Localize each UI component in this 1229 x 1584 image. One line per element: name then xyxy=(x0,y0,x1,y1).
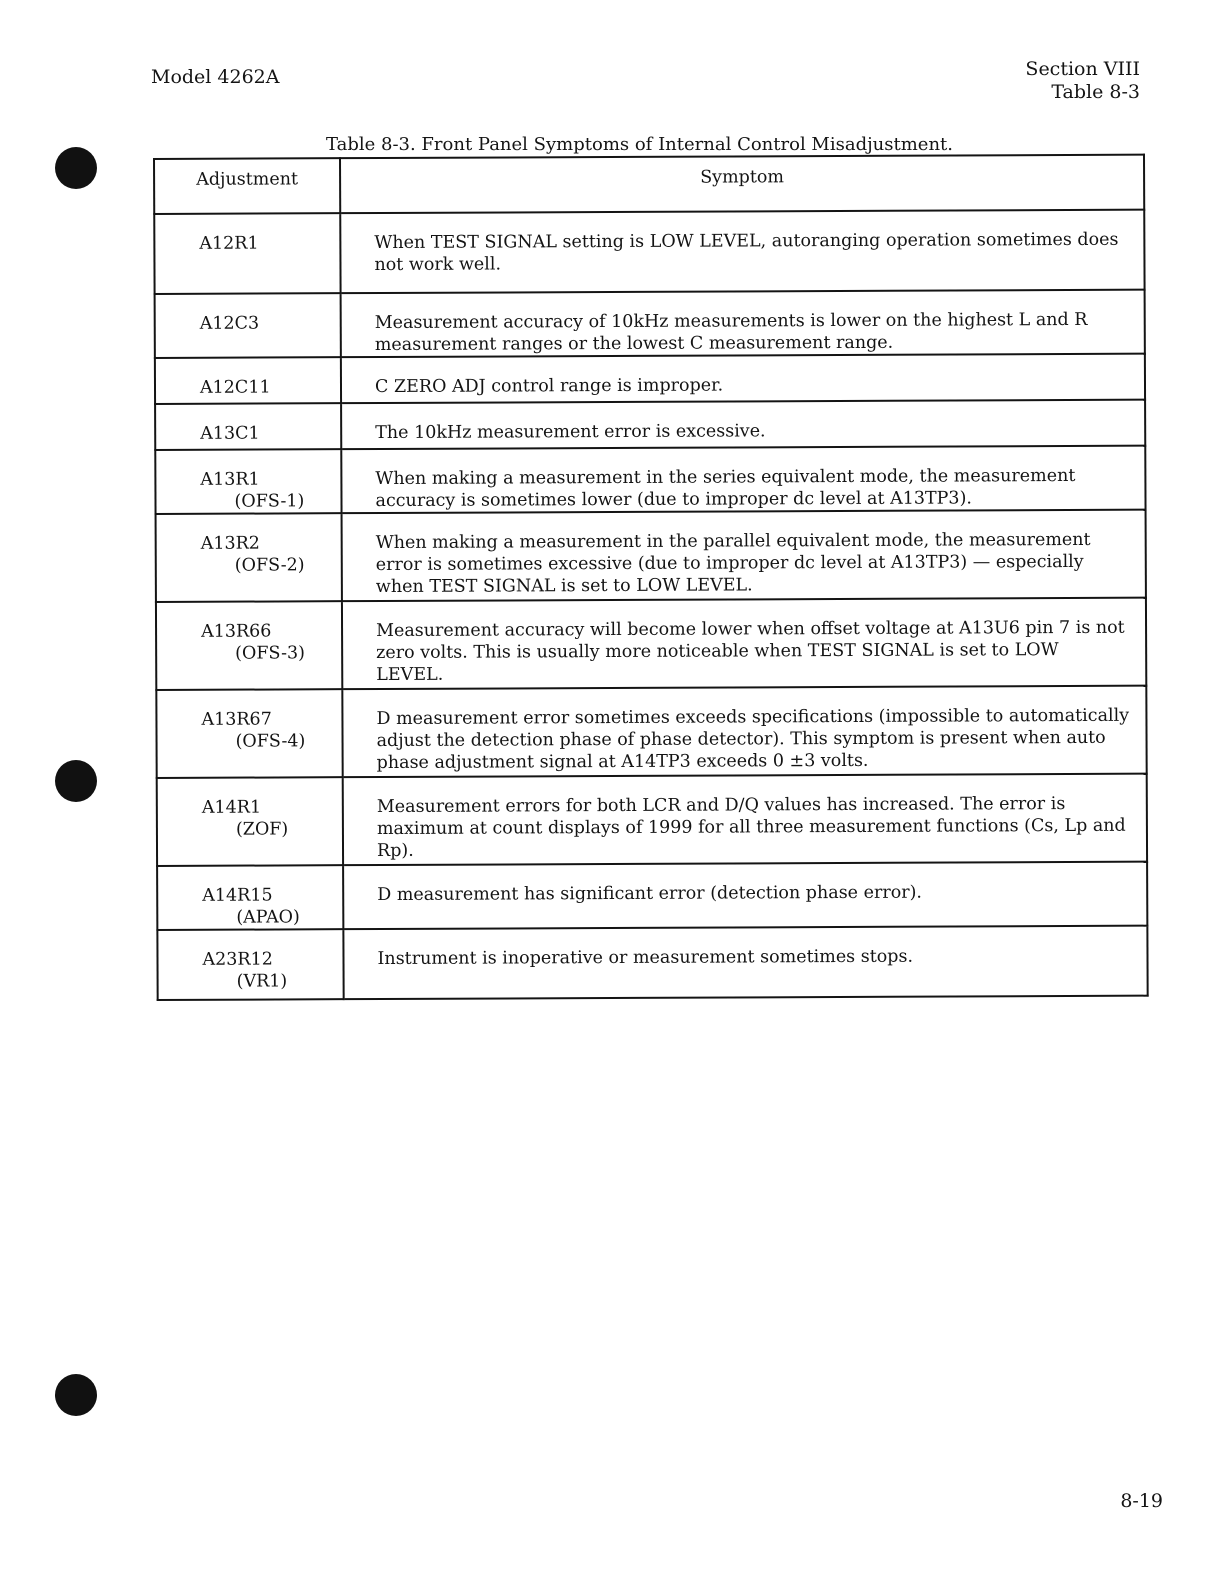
model-label: Model 4262A xyxy=(151,66,280,88)
adjustment-sublabel: (OFS-2) xyxy=(234,555,305,576)
adjustment-cell xyxy=(154,213,340,294)
adjustment-cell xyxy=(155,357,341,404)
table-row xyxy=(156,686,1146,778)
adjustment-sublabel: (OFS-4) xyxy=(235,731,306,752)
adjustment-id: A14R15 xyxy=(202,885,273,906)
symptom-cell: Instrument is inoperative or measurement sometimes stops. xyxy=(343,926,1147,1000)
adjustment-cell xyxy=(156,601,342,690)
table-row xyxy=(157,926,1147,1000)
symptom-cell: D measurement error sometimes exceeds specifications (impossible to automatically adjust the detection phase of phase detector). This symptom is present when auto phase adjustment signal at A14TP3 exceeds 0 ±3 volts. xyxy=(342,686,1146,778)
table-ref-label: Table 8-3 xyxy=(1051,81,1140,103)
adjustment-id: A12C3 xyxy=(199,313,260,334)
table-row xyxy=(156,510,1146,602)
binder-hole-icon xyxy=(55,760,97,802)
adjustment-sublabel: (APAO) xyxy=(236,907,300,928)
adjustment-sublabel: (VR1) xyxy=(236,971,288,992)
adjustment-cell xyxy=(157,777,343,866)
symptom-cell: When making a measurement in the parallel equivalent mode, the measurement error is sometimes excessive (due to improper dc level at A13TP3) — especially when TEST SIGNAL is set to LOW LEVEL. xyxy=(342,510,1146,602)
binder-hole-icon xyxy=(55,147,97,189)
adjustment-id: A12C11 xyxy=(199,377,271,398)
adjustment-sublabel: (OFS-3) xyxy=(235,643,306,664)
table-row xyxy=(157,774,1147,866)
adjustment-id: A13R66 xyxy=(201,621,272,642)
table-row xyxy=(155,446,1145,514)
symptom-cell: Measurement accuracy of 10kHz measurements is lower on the highest L and R measurement ranges or the lowest C measurement range. xyxy=(341,290,1145,358)
table-title: Table 8-3. Front Panel Symptoms of Internal Control Misadjustment. xyxy=(326,134,954,155)
adjustment-cell xyxy=(155,293,341,358)
column-header-symptom: Symptom xyxy=(340,155,1144,214)
adjustment-cell xyxy=(157,929,343,1000)
symptom-cell: When making a measurement in the series equivalent mode, the measurement accuracy is sometimes lower (due to improper dc level at A13TP3). xyxy=(341,446,1145,514)
adjustment-sublabel: (OFS-1) xyxy=(234,491,305,512)
adjustment-cell xyxy=(155,403,341,450)
section-header xyxy=(1025,58,1140,104)
table-row xyxy=(155,290,1145,358)
table-row xyxy=(155,354,1145,404)
adjustment-id: A14R1 xyxy=(201,797,262,818)
adjustment-id: A13R67 xyxy=(201,709,272,730)
symptoms-table xyxy=(153,154,1149,1001)
adjustment-cell xyxy=(155,449,341,514)
section-label: Section VIII xyxy=(1025,58,1140,80)
table-row xyxy=(155,400,1145,450)
binder-hole-icon xyxy=(55,1374,97,1416)
adjustment-sublabel: (ZOF) xyxy=(235,819,289,840)
adjustment-id: A13C1 xyxy=(200,423,260,444)
table-row xyxy=(156,598,1146,690)
adjustment-id: A13R2 xyxy=(200,533,260,554)
adjustment-cell xyxy=(157,865,343,930)
table-row xyxy=(154,210,1144,294)
symptom-cell: Measurement errors for both LCR and D/Q values has increased. The error is maximum at count displays of 1999 for all three measurement functions (Cs, Lp and Rp). xyxy=(343,774,1147,866)
symptom-cell: D measurement has significant error (detection phase error). xyxy=(343,862,1147,930)
symptom-cell: When TEST SIGNAL setting is LOW LEVEL, autoranging operation sometimes does not work well. xyxy=(340,210,1144,294)
symptom-cell: C ZERO ADJ control range is improper. xyxy=(341,354,1145,404)
page-number: 8-19 xyxy=(1120,1490,1163,1512)
adjustment-id: A13R1 xyxy=(200,469,260,490)
adjustment-cell xyxy=(156,689,342,778)
column-header-adjustment: Adjustment xyxy=(154,158,340,214)
symptom-cell: The 10kHz measurement error is excessive. xyxy=(341,400,1145,450)
table-header-row xyxy=(154,155,1144,214)
adjustment-cell xyxy=(156,513,342,602)
table-row xyxy=(157,862,1147,930)
adjustment-id: A12R1 xyxy=(199,233,259,254)
adjustment-id: A23R12 xyxy=(202,949,273,970)
symptom-cell: Measurement accuracy will become lower when offset voltage at A13U6 pin 7 is not zero volts. This is usually more noticeable when TEST SIGNAL is set to LOW LEVEL. xyxy=(342,598,1146,690)
